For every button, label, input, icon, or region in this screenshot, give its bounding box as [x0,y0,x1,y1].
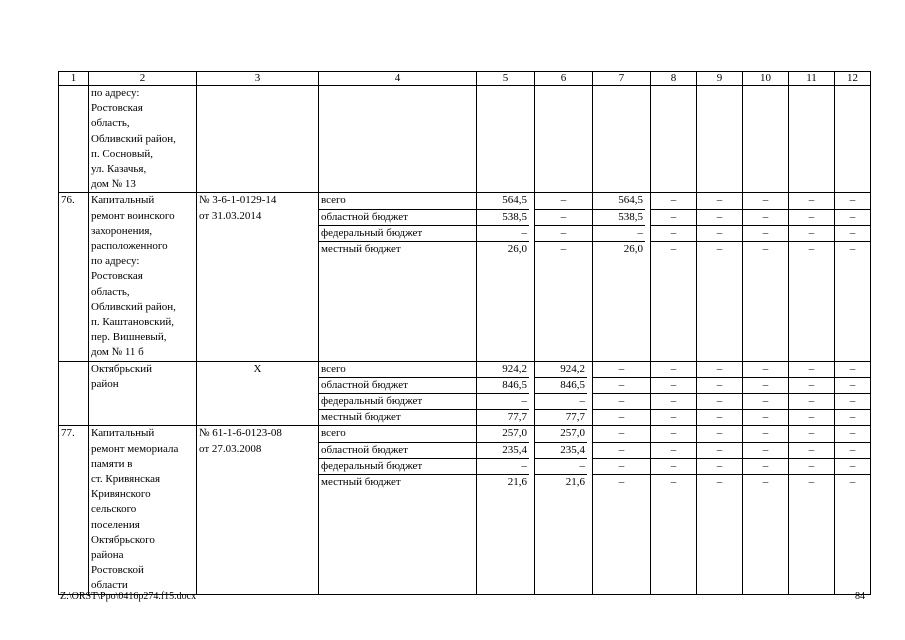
value-cell: – [651,459,696,475]
value-cell: – [593,459,650,475]
value-cell: – [697,459,742,475]
source-label: всего [319,193,476,209]
value-cell: – [651,193,696,209]
table-row-76 [59,193,871,361]
value-cell: – [789,193,834,209]
col-header: 5 [477,72,535,86]
value-cell: 924,2 [535,362,587,378]
value-cell: – [618,475,625,488]
value-cell: – [697,362,742,378]
source-label: местный бюджет [321,475,401,488]
value-cell: – [743,362,788,378]
value-cell: – [789,226,834,242]
col-header: 11 [789,72,835,86]
value-cell: – [560,242,567,255]
value-cell: – [651,426,696,442]
col-header: 6 [535,72,593,86]
col8-values [651,426,697,594]
col-header: 4 [319,72,477,86]
value-cell: – [789,378,834,394]
value-cell: 257,0 [535,426,587,442]
value-cell: – [593,226,645,242]
value-cell: – [697,226,742,242]
object-name: по адресу: Ростовская область, Обливский район, п. Сосновый, ул. Казачья, дом № 13 [89,86,197,193]
col9-values [697,426,743,594]
value-cell: 26,0 [507,242,527,255]
value-cell: – [789,362,834,378]
value-cell: – [535,193,592,209]
source-label: всего [319,362,476,378]
object-name: Капитальный ремонт мемориала памяти в ст. Кривянская Кривянского сельского поселения Октябрьского района Ростовской области [89,426,197,594]
value-cell: – [535,226,592,242]
value-cell: 924,2 [477,362,529,378]
value-cell: – [593,378,650,394]
value-cell: – [835,394,870,410]
value-cell: – [651,443,696,459]
value-cell: – [477,226,529,242]
row-number: 77. [59,426,89,594]
source-label: всего [319,426,476,442]
value-cell: – [808,475,815,488]
value-cell: 77,7 [565,411,585,424]
col7-values [593,193,651,361]
value-cell: – [743,378,788,394]
table-row-district [59,361,871,426]
col-header: 7 [593,72,651,86]
value-cell: 846,5 [535,378,587,394]
row-number: 76. [59,193,89,361]
value-cell: – [743,210,788,226]
col-header: 3 [197,72,319,86]
col5-values [477,193,535,361]
col7-values [593,361,651,426]
value-cell: – [670,411,677,424]
value-cell: – [835,193,870,209]
value-cell: – [651,378,696,394]
value-cell: – [651,362,696,378]
value-cell: – [651,394,696,410]
value-cell: – [849,242,856,255]
value-cell: – [697,378,742,394]
source-label: областной бюджет [319,210,476,226]
col6-values [535,426,593,594]
table-row-77 [59,426,871,594]
district-name: Октябрьский район [89,361,197,426]
value-cell: 564,5 [477,193,529,209]
value-cell: – [535,394,587,410]
funding-sources [319,193,477,361]
file-path-footer: Z:\ORST\Ppo\0416p274.f15.docx [60,591,197,602]
object-name: Капитальный ремонт воинского захоронения, расположенного по адресу: Ростовская область, Обливский район, п. Каштановский, пер. Вишневый, дом № 11 б [89,193,197,361]
value-cell: – [651,210,696,226]
col11-values [789,361,835,426]
value-cell: 846,5 [477,378,529,394]
col-header: 10 [743,72,789,86]
value-cell: – [593,394,650,410]
col8-values [651,361,697,426]
value-cell: – [835,459,870,475]
col7-values [593,426,651,594]
value-cell: – [697,210,742,226]
value-cell: – [835,378,870,394]
col6-values [535,193,593,361]
col-header: 1 [59,72,89,86]
value-cell: – [835,210,870,226]
value-cell: – [835,443,870,459]
value-cell: – [762,475,769,488]
source-label: областной бюджет [319,443,476,459]
value-cell: – [593,426,650,442]
col11-values [789,193,835,361]
value-cell: 26,0 [623,242,643,255]
value-cell: – [743,443,788,459]
value-cell: – [670,475,677,488]
source-label: местный бюджет [321,411,401,424]
value-cell: – [743,426,788,442]
value-cell: – [477,459,529,475]
source-label: федеральный бюджет [319,226,476,242]
value-cell: – [716,475,723,488]
value-cell: – [762,242,769,255]
value-cell: – [789,426,834,442]
col12-values [835,426,871,594]
value-cell: 538,5 [593,210,645,226]
value-cell: – [835,362,870,378]
value-cell: – [789,210,834,226]
value-cell: – [849,411,856,424]
source-label: федеральный бюджет [319,394,476,410]
value-cell: – [593,362,650,378]
value-cell: 21,6 [565,475,585,488]
col5-values [477,361,535,426]
col-header: 2 [89,72,197,86]
value-cell: – [808,411,815,424]
source-label: областной бюджет [319,378,476,394]
value-cell: – [835,226,870,242]
value-cell: – [535,210,592,226]
col12-values [835,193,871,361]
table-row-continuation [59,86,871,193]
col9-values [697,361,743,426]
program-table [58,71,871,595]
value-cell: – [789,459,834,475]
value-cell: – [743,394,788,410]
col-header: 8 [651,72,697,86]
value-cell: – [808,242,815,255]
value-cell: – [697,394,742,410]
value-cell: 538,5 [477,210,529,226]
col11-values [789,426,835,594]
value-cell: – [849,475,856,488]
col9-values [697,193,743,361]
page-number: 84 [855,591,865,602]
document-ref: № 61-1-6-0123-08 от 27.03.2008 [197,426,319,594]
value-cell: – [593,443,650,459]
value-cell: 77,7 [507,411,527,424]
col10-values [743,193,789,361]
value-cell: – [716,242,723,255]
source-label: федеральный бюджет [319,459,476,475]
value-cell: – [743,226,788,242]
value-cell: – [697,443,742,459]
col5-values [477,426,535,594]
col6-values [535,361,593,426]
value-cell: – [535,459,587,475]
value-cell: – [697,426,742,442]
value-cell: – [477,394,529,410]
value-cell: – [835,426,870,442]
value-cell: – [789,443,834,459]
value-cell: – [743,193,788,209]
col-header: 9 [697,72,743,86]
value-cell: – [716,411,723,424]
value-cell: – [697,193,742,209]
funding-sources [319,361,477,426]
col12-values [835,361,871,426]
value-cell: 235,4 [477,443,529,459]
value-cell: 564,5 [593,193,645,209]
col10-values [743,426,789,594]
column-number-row [59,72,871,86]
col10-values [743,361,789,426]
source-label: местный бюджет [321,242,401,255]
funding-sources [319,426,477,594]
value-cell: 235,4 [535,443,587,459]
value-cell: – [618,411,625,424]
value-cell: – [789,394,834,410]
document-ref: № 3-6-1-0129-14 от 31.03.2014 [197,193,319,361]
value-cell: 21,6 [507,475,527,488]
value-cell: – [670,242,677,255]
value-cell: – [651,226,696,242]
col-header: 12 [835,72,871,86]
col8-values [651,193,697,361]
value-cell: 257,0 [477,426,529,442]
document-ref: Х [197,361,319,426]
value-cell: – [762,411,769,424]
value-cell: – [743,459,788,475]
